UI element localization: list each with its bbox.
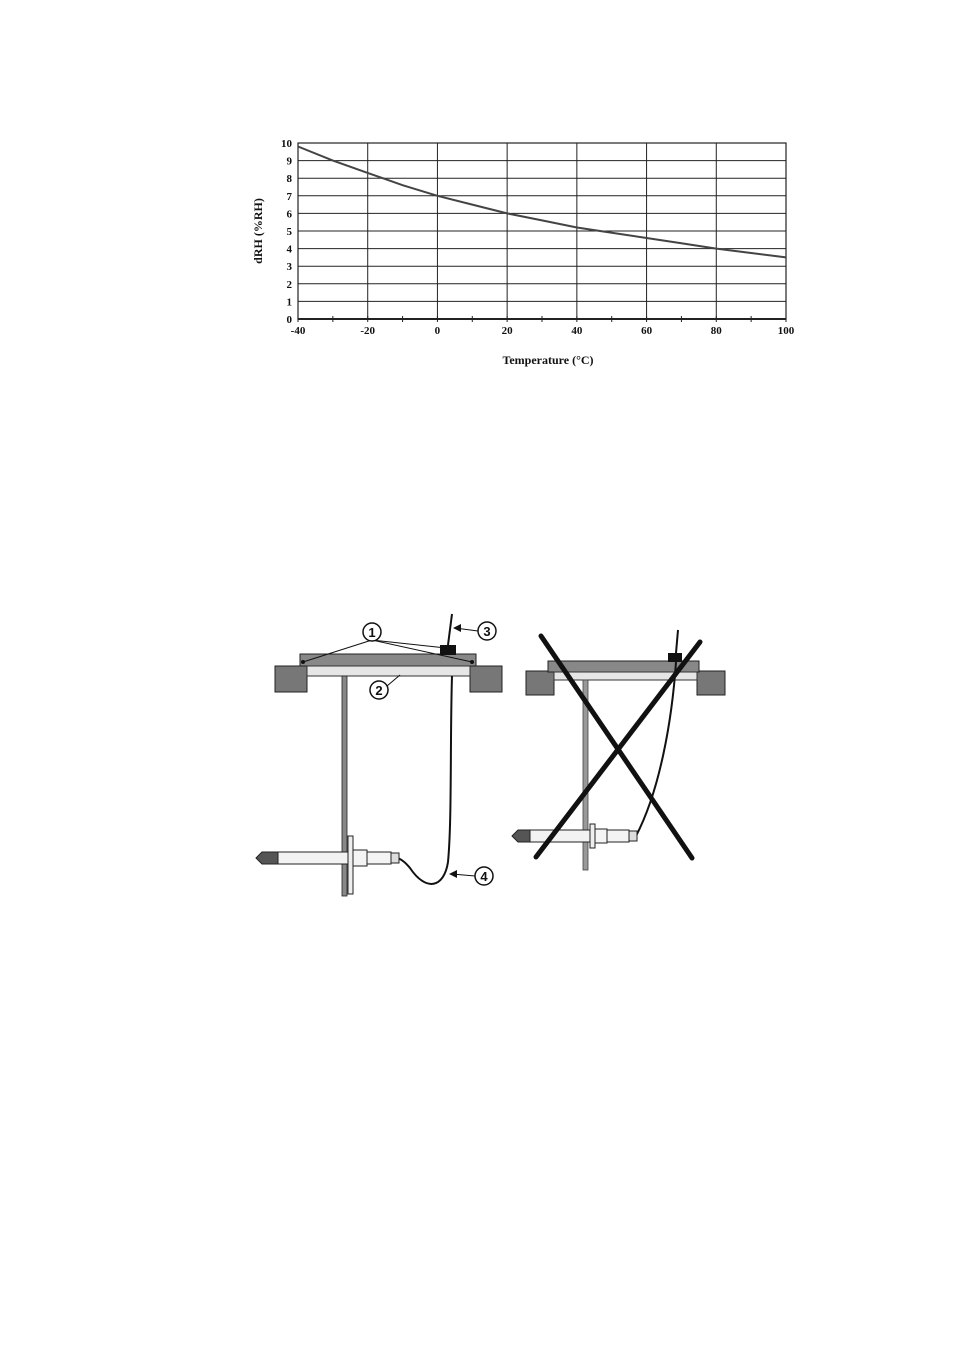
svg-text:1: 1 xyxy=(368,625,376,640)
wall-left xyxy=(275,666,307,692)
y-tick-label: 9 xyxy=(286,155,292,168)
y-tick-label: 2 xyxy=(286,278,292,291)
cable-gland xyxy=(668,653,682,662)
callout-2 xyxy=(370,675,400,699)
x-tick-label: 20 xyxy=(501,325,513,337)
cable-segment xyxy=(676,630,678,653)
callout-3 xyxy=(453,622,496,640)
svg-text:4: 4 xyxy=(480,869,488,884)
y-tick-label: 1 xyxy=(286,296,292,309)
incorrect-installation xyxy=(512,630,725,870)
probe xyxy=(512,824,637,848)
wall-right xyxy=(470,666,502,692)
drh-temperature-chart xyxy=(0,0,954,400)
y-tick-label: 8 xyxy=(286,173,292,186)
y-tick-label: 5 xyxy=(286,226,292,238)
x-tick-label: 40 xyxy=(571,325,583,337)
svg-text:2: 2 xyxy=(375,683,383,698)
installation-diagram xyxy=(0,600,954,900)
cable-segment xyxy=(448,614,452,645)
correct-installation xyxy=(256,614,502,896)
chart-grid xyxy=(298,143,786,322)
probe-cable xyxy=(398,676,452,884)
chart-series-line xyxy=(298,147,786,258)
x-tick-label: -40 xyxy=(290,325,306,337)
wall-left xyxy=(526,671,554,695)
callout-4 xyxy=(449,867,493,885)
wall-right xyxy=(697,671,725,695)
x-tick-label: 100 xyxy=(777,325,795,337)
x-tick-label: -20 xyxy=(360,325,376,337)
cover-plate xyxy=(300,654,476,666)
y-axis-label: dRH (%RH) xyxy=(251,198,265,264)
x-axis-label: Temperature (°C) xyxy=(502,353,594,367)
y-tick-label: 10 xyxy=(281,138,292,150)
svg-text:3: 3 xyxy=(483,624,491,639)
x-tick-label: 80 xyxy=(710,325,722,337)
y-tick-label: 4 xyxy=(286,243,292,256)
y-tick-label: 6 xyxy=(286,208,292,221)
y-tick-label: 3 xyxy=(286,261,292,274)
probe xyxy=(256,836,399,894)
chart-tick-labels xyxy=(281,138,795,337)
x-tick-label: 60 xyxy=(641,325,653,337)
insulation-layer xyxy=(307,666,470,676)
y-tick-label: 7 xyxy=(286,190,292,203)
cable-gland xyxy=(440,645,456,655)
y-tick-label: 0 xyxy=(286,314,292,326)
x-tick-label: 0 xyxy=(434,325,441,337)
probe-cable xyxy=(636,662,676,836)
